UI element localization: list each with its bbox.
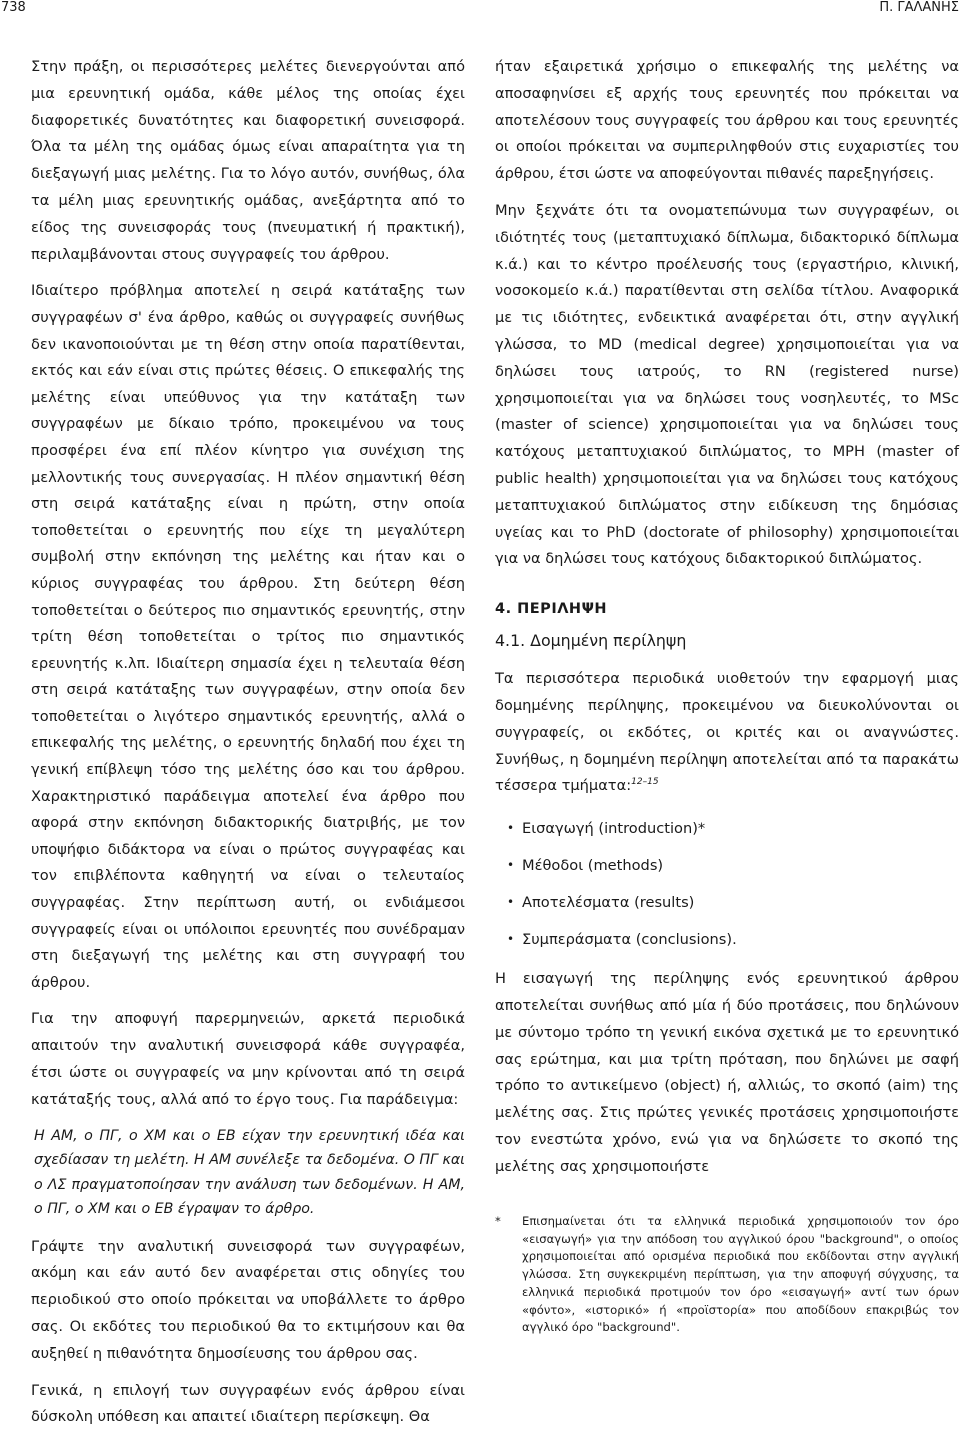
author-contribution-example: Η ΑΜ, ο ΠΓ, ο ΧΜ και ο ΕΒ είχαν την ερευνητική ιδέα και σχεδίασαν τη μελέτη. Η ΑΜ συνέλεξε τα δεδομένα. Ο ΠΓ και ο ΛΣ πραγματοποίησαν την ανάλυση των δεδομένων. Η ΑΜ, ο ΠΓ, ο ΧΜ και ο ΕΒ έγραψαν το άρθρο. xyxy=(34,1127,465,1218)
left-paragraph-1: Στην πράξη, οι περισσότερες μελέτες διενεργούνται από μια ερευνητική ομάδα, κάθε μέλος της οποίας έχει διαφορετικές δυνατότητες και διαφορετική συνεισφορά. Όλα τα μέλη της ομάδας όμως είναι απαραίτητα για τη διεξαγωγή μιας μελέτης. Για το λόγο αυτόν, συνήθως, όλα τα μέλη μιας ερευνητικής ομάδας, ανεξάρτητα από το είδος της συνεισφοράς τους (πνευματική ή πρακτική), περιλαμβάνονται στους συγγραφείς του άρθρου. xyxy=(31,58,465,263)
right-paragraph-3-text: Τα περισσότερα περιοδικά υιοθετούν την εφαρμογή μιας δομημένης περίληψης, προκειμένου να διευκολύνονται οι συγγραφείς, οι εκδότες, οι κριτές και οι αναγνώστες. Συνήθως, η δομημένη περίληψη αποτελείται από τα παρακάτω τέσσερα τμήματα: xyxy=(495,670,959,795)
list-item: • Συμπεράσματα (conclusions). xyxy=(495,921,959,958)
section-heading: 4. ΠΕΡΙΛΗΨΗ xyxy=(495,601,608,618)
right-column xyxy=(495,54,959,1191)
list-item: • Εισαγωγή (introduction)* xyxy=(495,810,959,847)
right-paragraph-1: ήταν εξαιρετικά χρήσιμο ο επικεφαλής της μελέτης να αποσαφηνίσει εξ αρχής τους ερευνητές που πρόκειται να αποτελέσουν τους συγγραφείς του άρθρου και τους ερευνητές οι οποίοι πρόκειται να συμπεριληφθούν στις ευχαριστίες του άρθρου, έτσι ώστε να αποφεύγονται πιθανές παρεξηγήσεις. xyxy=(495,58,959,183)
footnote-marker: * xyxy=(495,1214,501,1228)
left-paragraph-4: Γράψτε την αναλυτική συνεισφορά των συγγραφέων, ακόμη και εάν αυτό δεν αναφέρεται στις οδηγίες του περιοδικού στο οποίο πρόκειται να υποβάλλετε το άρθρο σας. Οι εκδότες του περιοδικού θα το εκτιμήσουν και θα αυξηθεί η πιθανότητα δημοσίευσης του άρθρου σας. xyxy=(31,1237,465,1362)
subsection-heading: 4.1. Δομημένη περίληψη xyxy=(495,631,687,651)
abstract-parts-list xyxy=(495,810,959,958)
right-paragraph-4: Η εισαγωγή της περίληψης ενός ερευνητικού άρθρου αποτελείται συνήθως από μία ή δύο προτάσεις, που δηλώνουν με σύντομο τρόπο τη γενική εικόνα σχετικά με το ερευνητικό σας ερώτημα, και μια τρίτη πρόταση, που δηλώνει με σαφή τρόπο το αντικείμενο (object) ή, αλλιώς, το σκοπό (aim) της μελέτης σας. Στις πρώτες γενικές προτάσεις χρησιμοποιήστε τον ενεστώτα χρόνο, ενώ για να δηλώσετε το σκοπό της μελέτης σας χρησιμοποιήστε xyxy=(495,970,959,1175)
footnote xyxy=(495,1213,959,1337)
left-column xyxy=(31,54,465,1441)
list-item: • Μέθοδοι (methods) xyxy=(495,847,959,884)
left-paragraph-3: Για την αποφυγή παρερμηνειών, αρκετά περιοδικά απαιτούν την αναλυτική συνεισφορά κάθε συγγραφέα, έτσι ώστε οι συγγραφείς να μην κρίνονται από τη σειρά κατάταξής τους, αλλά από το έργο τους. Για παράδειγμα: xyxy=(31,1010,465,1108)
list-item: • Αποτελέσματα (results) xyxy=(495,884,959,921)
running-head: Π. ΓΑΛΑΝΗΣ xyxy=(879,0,959,15)
footnote-text: Επισημαίνεται ότι τα ελληνικά περιοδικά χρησιμοποιούν τον όρο «εισαγωγή» για την απόδοση του αγγλικού όρου "background", ο οποίος χρησιμοποιείται από ορισμένα περιοδικά που εκδίδονται στην αγγλική γλώσσα. Στη συγκεκριμένη περίπτωση, για την αποφυγή σύγχυσης, τα ελληνικά περιοδικά προτιμούν τον όρο «εισαγωγή» αντί των όρων «φόντο», «ιστορικό» ή «προϊστορία» που αποδίδουν επακριβώς τον αγγλικό όρο "background". xyxy=(522,1214,959,1335)
citation-reference: 12–15 xyxy=(631,777,659,788)
left-paragraph-2: Ιδιαίτερο πρόβλημα αποτελεί η σειρά κατάταξης των συγγραφέων σ' ένα άρθρο, καθώς οι συγγραφείς συνήθως δεν ικανοποιούνται με τη θέση στην οποία παρατίθενται, εκτός και εάν είναι στις πρώτες θέσεις. Ο επικεφαλής της μελέτης είναι υπεύθυνος για την κατάταξη των συγγραφέων με δίκαιο τρόπο, προκειμένου να τους προσφέρει ένα επί πλέον κίνητρο για συνέχιση της μελλοντικής τους συνεργασίας. Η πλέον σημαντική θέση στη σειρά κατάταξης είναι η πρώτη, στην οποία τοποθετείται ο ερευνητής που είχε τη μεγαλύτερη συμβολή στην εκπόνηση της μελέτης και ήταν και ο κύριος συγγραφέας του άρθρου. Στη δεύτερη θέση τοποθετείται ο δεύτερος πιο σημαντικός ερευνητής, στην τρίτη θέση τοποθετείται ο τρίτος πιο σημαντικός ερευνητής κ.λπ. Ιδιαίτερη σημασία έχει η τελευταία θέση στη σειρά κατάταξης των συγγραφέων, στην οποία δεν τοποθετείται ο λιγότερο σημαντικός ερευνητής, αλλά ο επικεφαλής της μελέτης, ο ερευνητής δηλαδή που έχει τη γενική επίβλεψη τόσο της μελέτης όσο και του άρθρου. Χαρακτηριστικό παράδειγμα αποτελεί ένα άρθρο που αφορά στην εκπόνηση διδακτορικής διατριβής, με τον υποψήφιο διδάκτορα να είναι ο πρώτος συγγραφέας και τον επιβλέποντα καθηγητή να είναι ο τελευταίος συγγραφέας. Στην περίπτωση αυτή, οι ενδιάμεσοι συγγραφείς είναι οι υπόλοιποι ερευνητές που συνέδραμαν στη διεξαγωγή της μελέτης και στη συγγραφή του άρθρου. xyxy=(31,282,465,991)
right-paragraph-2: Μην ξεχνάτε ότι τα ονοματεπώνυμα των συγγραφέων, οι ιδιότητές τους (μεταπτυχιακό δίπλωμα, διδακτορικό δίπλωμα κ.ά.) και το κέντρο προέλευσής τους (εργαστήριο, κλινική, νοσοκομείο κ.ά.) παρατίθενται στη σελίδα τίτλου. Αναφορικά με τις ιδιότητες, ενδεικτικά αναφέρεται ότι, στην αγγλική γλώσσα, το MD (medical degree) χρησιμοποιείται για να δηλώσει τους ιατρούς, το RN (registered nurse) χρησιμοποιείται για να δηλώσει τους νοσηλευτές, το MSc (master of science) χρησιμοποιείται για να δηλώσει τους κατόχους μεταπτυχιακού διπλώματος, το MPH (master of public health) χρησιμοποιείται για να δηλώσει τους κατόχους μεταπτυχιακού διπλώματος στην ειδίκευση της δημόσιας υγείας και το PhD (doctorate of philosophy) χρησιμοποιείται για να δηλώσει τους κατόχους διδακτορικού διπλώματος. xyxy=(495,201,959,568)
right-paragraph-3 xyxy=(495,666,959,800)
left-paragraph-5: Γενικά, η επιλογή των συγγραφέων ενός άρθρου είναι δύσκολη υπόθεση και απαιτεί ιδιαίτερη περίσκεψη. Θα xyxy=(31,1381,465,1426)
page-number: 738 xyxy=(1,0,26,15)
